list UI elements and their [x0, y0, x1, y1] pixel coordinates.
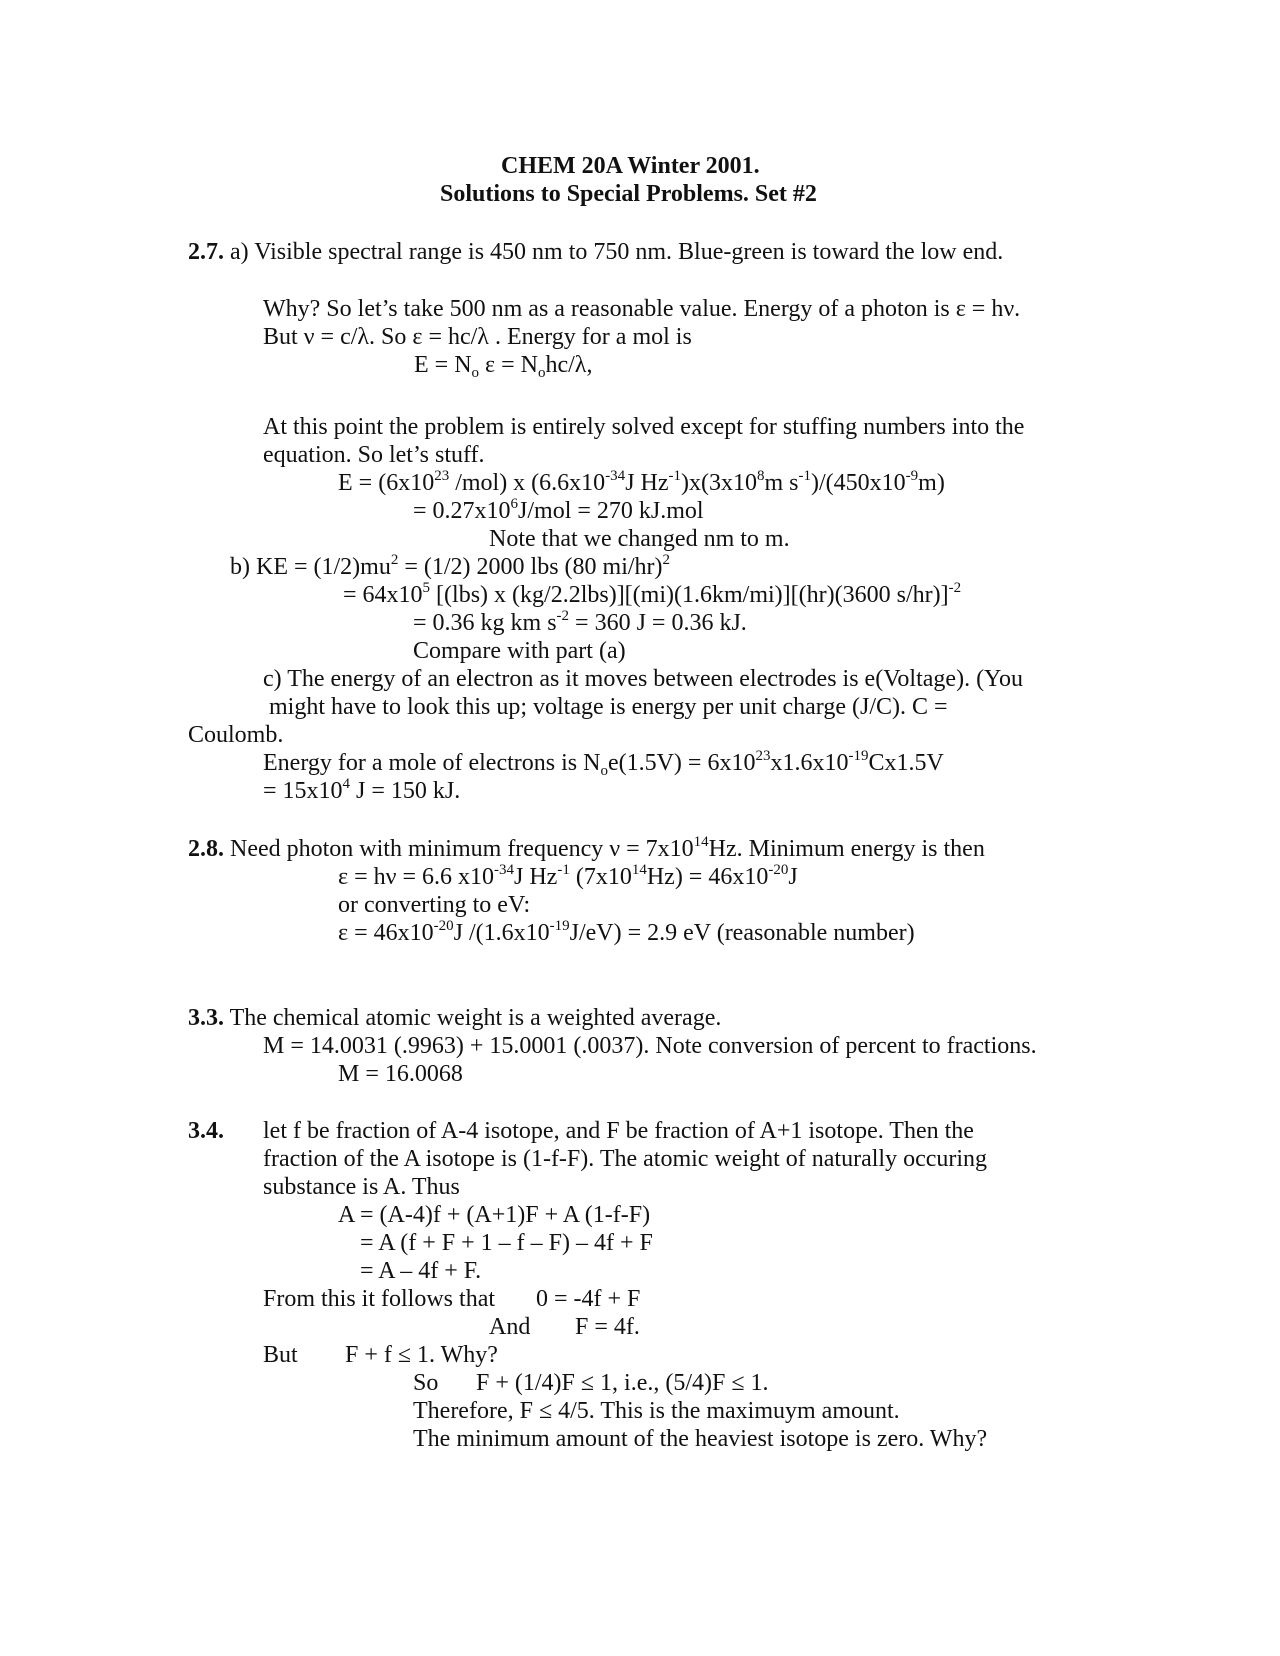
equation-weighted-average: M = 14.0031 (.9963) + 15.0001 (.0037). Note conversion of percent to fractions.	[263, 1033, 1037, 1059]
equation-weighted-result: M = 16.0068	[338, 1061, 463, 1087]
problem-3-4-label: 3.4.	[188, 1118, 224, 1144]
equation-kinetic-energy: b) KE = $(1/2)mu^2 = (1/2)$ 2000 lbs (80 mi/hr)$^2$	[230, 552, 671, 580]
problem-3-4-but: But	[263, 1342, 298, 1368]
problem-3-4-maximum: Therefore, F ≤ 4/5. This is the maximuym amount.	[413, 1398, 900, 1424]
note-units: Note that we changed nm to m.	[489, 526, 790, 552]
problem-3-4-line-1: let f be fraction of A-4 isotope, and F be fraction of A+1 isotope. Then the	[263, 1118, 974, 1144]
problem-3-4-follows: From this it follows that	[263, 1286, 496, 1312]
equation-kinetic-conversion: = $64x10^5$ [(lbs) x (kg/2.2lbs)][(mi)(1.6km/mi)][(hr)(3600 s/hr)]$^{-2}$	[343, 580, 962, 608]
equation-f-result: F = 4f.	[575, 1314, 640, 1340]
equation-inequality: F + f ≤ 1. Why?	[345, 1342, 498, 1368]
problem-3-3-line-1: 3.3. The chemical atomic weight is a weighted average.	[188, 1005, 722, 1031]
problem-3-4-so: So	[413, 1370, 439, 1396]
problem-label: 2.8.	[188, 836, 224, 862]
equation-atomic-weight-2: = A (f + F + 1 – f – F) – 4f + F	[360, 1230, 653, 1256]
equation-inequality-2: F + (1/4)F ≤ 1, i.e., (5/4)F ≤ 1.	[476, 1370, 769, 1396]
problem-label: 2.7.	[188, 239, 224, 265]
equation-energy-per-mol: $E = N_o$ $\varepsilon = N_ohc/\lambda$,	[414, 352, 593, 381]
equation-photon-energy: ε = hν = 6.6 $x10^{-34}J$ $Hz^{-1}$ $(7x10^{14}Hz) = 46x10^{-20}J$	[338, 862, 798, 890]
page-title: CHEM 20A Winter 2001.	[501, 153, 760, 179]
problem-text: a) Visible spectral range is 450 nm to 750 nm. Blue-green is toward the low end.	[230, 239, 1004, 265]
problem-3-4-and: And	[489, 1314, 531, 1340]
equation-atomic-weight-3: = A – 4f + F.	[360, 1258, 482, 1284]
problem-2-7-line-6: equation. So let’s stuff.	[263, 442, 485, 468]
equation-energy-numeric: $E = (6x10^{23}$ /mol) x ($6.6x10^{-34}J$ $Hz^{-1})x(3x10^8m$ $s^{-1})/(450x10^{-9}m)$	[338, 468, 945, 496]
problem-2-7-part-c-line-2: might have to look this up; voltage is energy per unit charge (J/C). C =	[269, 694, 948, 720]
equation-ev-conversion: $\varepsilon = 46x10^{-20}J$ $/(1.6x10^{-19}J/eV) = 2.9$ eV (reasonable number)	[338, 918, 915, 946]
equation-kinetic-result: = 0.36 kg km $s^{-2} = 360$ J = 0.36 kJ.	[413, 608, 747, 636]
problem-3-4-line-3: substance is A. Thus	[263, 1174, 460, 1200]
problem-2-7-part-c-line-1: c) The energy of an electron as it moves between electrodes is e(Voltage). (You	[263, 666, 1023, 692]
compare-note: Compare with part (a)	[413, 638, 626, 664]
equation-electron-result: = $15x10^4$ J = 150 kJ.	[263, 776, 461, 804]
problem-2-7-line-5: At this point the problem is entirely solved except for stuffing numbers into the	[263, 414, 1025, 440]
problem-2-8-line-1: 2.8. Need photon with minimum frequency $\nu = 7x10^{14}Hz$. Minimum energy is then	[188, 834, 985, 862]
problem-2-8-line-3: or converting to eV:	[338, 892, 531, 918]
problem-label: 3.3.	[188, 1005, 224, 1031]
equation-electron-energy: Energy for a mole of electrons is $N_oe(1.5V) = 6x10^{23}x1.6x10^{-19}Cx1.5V$	[263, 748, 944, 779]
equation-energy-result: = $0.27x10^6J$/mol = 270 kJ.mol	[413, 496, 704, 524]
problem-2-7-part-c-line-3: Coulomb.	[188, 722, 284, 748]
problem-3-4-line-2: fraction of the A isotope is (1-f-F). The atomic weight of naturally occuring	[263, 1146, 988, 1172]
equation-f-relation: 0 = -4f + F	[536, 1286, 641, 1312]
equation-atomic-weight: A = (A-4)f + (A+1)F + A (1-f-F)	[338, 1202, 651, 1228]
problem-2-7-line-3: But ν = c/λ. So ε = hc/λ . Energy for a mol is	[263, 324, 692, 350]
problem-2-7-line-1	[188, 238, 1003, 266]
problem-3-4-minimum: The minimum amount of the heaviest isotope is zero. Why?	[413, 1426, 988, 1452]
problem-2-7-line-2: Why? So let’s take 500 nm as a reasonable value. Energy of a photon is ε = hν.	[263, 296, 1021, 322]
page-subtitle: Solutions to Special Problems. Set #2	[440, 181, 817, 207]
